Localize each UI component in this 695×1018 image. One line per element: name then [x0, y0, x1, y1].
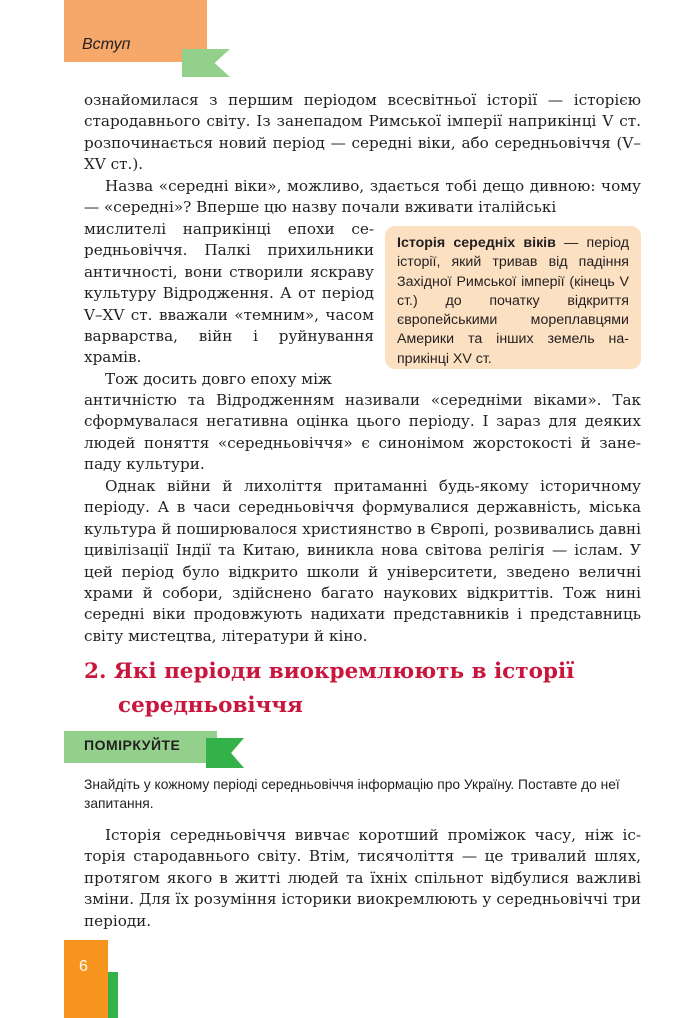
section-title: Вступ [82, 36, 131, 53]
section-heading-line-1: 2. Які періоди виокремлюють в історії [84, 659, 575, 684]
paragraph-3-start: Тож досить довго епоху між [105, 370, 332, 388]
think-label: ПОМІРКУЙТЕ [84, 737, 181, 753]
footer-tab [64, 940, 108, 1018]
definition-box [385, 226, 641, 369]
paragraph-1: ознайомилася з першим періодом всесвітньої історії — історією стародавнього світу. Із занепадом Римської імперії наприкінці V ст. розпочинається новий період — середні віки, або середньовіччя (V–XV ст.). [84, 91, 641, 174]
paragraph-4: Однак війни й лихоліття притаманні будь-якому історичному періоду. А в часи середньовіччя формувалися державність, міська культура й поширювалося християнство в Європі, розвивались давні цивілізації Індії та Китаю, виникла нова світова релігія — іслам. У цей період було відкрито школи й університети, зведено величні храми й собори, здійснено багато наукових відкриттів. Тож нині середні віки продовжують надихати представників і представниць світу мистецтва, літератури й кіно. [84, 477, 641, 645]
footer-stripe [108, 972, 118, 1018]
paragraph-2-start: Назва «середні віки», можливо, здається тобі дещо дивною: чому — «середні»? Вперше цю назву почали вживати італійські [84, 177, 641, 217]
section-heading [84, 655, 574, 723]
page-number: 6 [79, 958, 88, 975]
paragraph-5: Історія середньовіччя вивчає коротший проміжок часу, ніж історія стародавнього світу. Втім, тисячоліття — це тривалий шлях, протягом якого в житті людей та їхніх спільнот відбулися важливі зміни. Для їх розуміння історики виокремлюють у середньовіччі три періоди. [84, 826, 641, 930]
section-heading-line-2: середньовіччя [118, 693, 303, 718]
think-task: Знайдіть у кожному періоді середньовіччя інформацію про Україну. Поставте до неї запитання. [84, 777, 620, 811]
paragraph-2-wrap: мислителі наприкінці епохи середньовіччя. Палкі прихильники античності, вони створили яскраву культуру Відродження. А от період V–XV ст. вважали «темним», часом варварства, війн і руйнування храмів. [84, 220, 374, 367]
think-flag-decoration [206, 738, 244, 768]
paragraph-3: античністю та Відродженням називали «середніми віками». Так сформувалася негативна оцінка цього періоду. І зараз для деяких людей поняття «середньовіччя» є синонімом жорстокості й занепаду культури. [84, 391, 641, 474]
definition-text: — період історії, який тривав від падіння Західної Римської імперії (кінець V ст.) до початку відкриття європейськими мореплавцями Америки та інших земель наприкінці XV ст. [397, 235, 629, 367]
definition-term: Історія середніх віків [397, 235, 556, 251]
header-flag-decoration [182, 49, 230, 77]
